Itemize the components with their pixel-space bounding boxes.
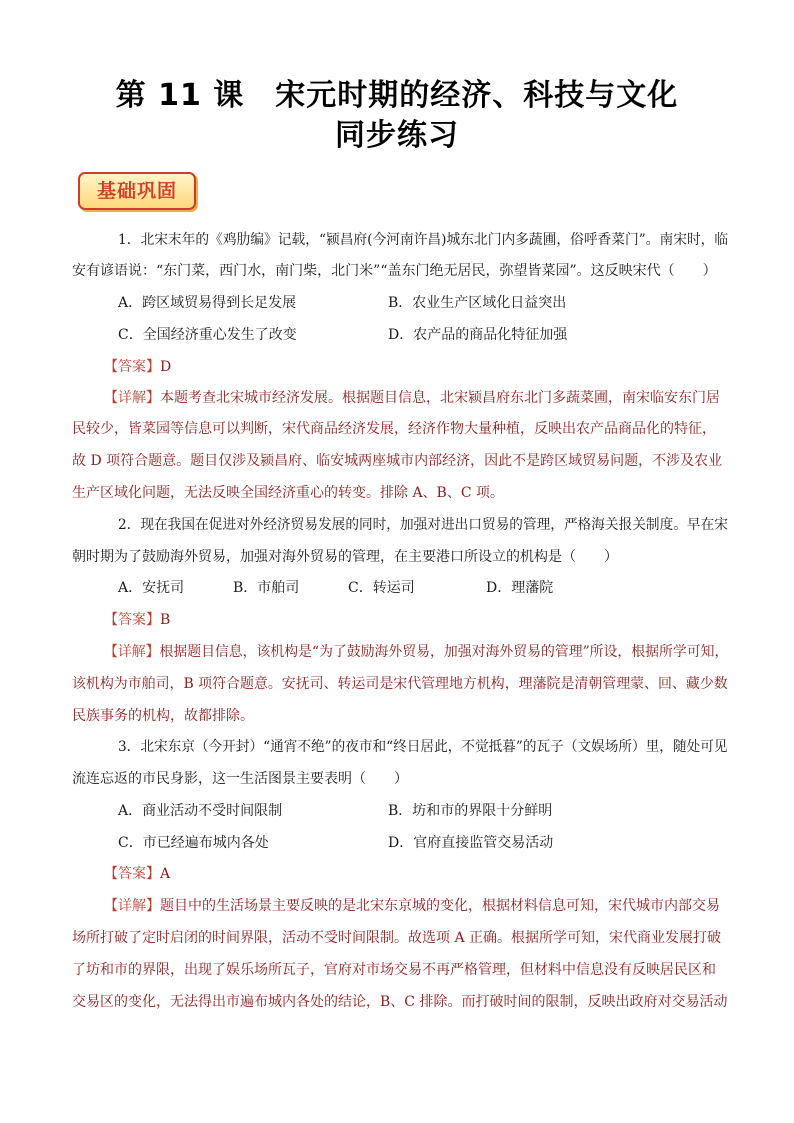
q2-answer-tag: 【答案】 [104, 612, 160, 628]
q3-detail-text-1: 题目中的生活场景主要反映的是北宋东京城的变化，根据材料信息可知，宋代城市内部交易 [160, 898, 720, 914]
q2-detail-line-2: 该机构为市舶司，B 项符合题意。安抚司、转运司是宋代管理地方机构，理藩院是清朝管理蒙、回、藏少数 [72, 676, 728, 692]
q1-detail-line-3: 故 D 项符合题意。题目仅涉及颍昌府、临安城两座城市内部经济，因此不是跨区域贸易问题，不涉及农业 [72, 453, 723, 469]
q1-answer [104, 357, 171, 377]
section-badge-label: 基础巩固 [96, 180, 177, 202]
q1-answer-value: D [160, 359, 172, 375]
q2-detail-line-3: 民族事务的机构，故都排除。 [72, 708, 254, 724]
q1-option-c: C．全国经济重心发生了改变 [118, 327, 297, 343]
q3-detail-line-1 [104, 896, 720, 916]
q3-option-c: C．市已经遍布城内各处 [118, 835, 269, 851]
q1-detail-line-4: 生产区域化问题，无法反映全国经济重心的转变。排除 A、B、C 项。 [72, 485, 505, 501]
q1-option-d: D．农产品的商品化特征加强 [388, 327, 568, 343]
q1-detail-text-1: 本题考查北宋城市经济发展。根据题目信息，北宋颍昌府东北门多蔬菜圃，南宋临安东门居 [160, 390, 720, 406]
q2-option-a: A．安抚司 [118, 580, 185, 596]
q1-stem-line-2: 安有谚语说：“东门菜，西门水，南门柴，北门米”“盖东门绝无居民，弥望皆菜园”。这反映宋代（ ） [72, 263, 717, 279]
q2-detail-tag: 【详解】 [104, 644, 160, 660]
lesson-title: 第 11 课 宋元时期的经济、科技与文化 [115, 78, 679, 113]
q3-option-d: D．官府直接监管交易活动 [388, 835, 554, 851]
q1-option-b: B．农业生产区域化日益突出 [388, 295, 567, 311]
q3-detail-line-3: 了坊和市的界限，出现了娱乐场所瓦子，官府对市场交易不再严格管理，但材料中信息没有反映居民区和 [72, 962, 716, 978]
q3-option-a: A．商业活动不受时间限制 [118, 803, 283, 819]
q2-detail-line-1 [104, 642, 728, 662]
q2-detail-text-1: 根据题目信息，该机构是“为了鼓励海外贸易，加强对海外贸易的管理”所设，根据所学可知， [159, 644, 729, 660]
lesson-subtitle: 同步练习 [335, 118, 459, 153]
q3-answer [104, 864, 170, 884]
q3-answer-value: A [160, 866, 171, 882]
q3-option-b: B．坊和市的界限十分鲜明 [388, 803, 553, 819]
q1-answer-tag: 【答案】 [104, 359, 160, 375]
q1-option-a: A．跨区域贸易得到长足发展 [118, 295, 297, 311]
q3-detail-line-2: 场所打破了定时启闭的时间界限，活动不受时间限制。故选项 A 正确。根据所学可知，宋代商业发展打破 [72, 930, 722, 946]
q3-answer-tag: 【答案】 [104, 866, 160, 882]
q2-stem-line-1: 2．现在我国在促进对外经济贸易发展的同时，加强对进出口贸易的管理，严格海关报关制度。早在宋 [118, 517, 728, 533]
q3-detail-tag: 【详解】 [104, 898, 160, 914]
q3-stem-line-2: 流连忘返的市民身影，这一生活图景主要表明（ ） [72, 771, 408, 787]
q2-option-c: C．转运司 [348, 580, 415, 596]
q2-answer [104, 610, 170, 630]
q2-option-d: D．理藩院 [486, 580, 554, 596]
q1-stem-line-1: 1．北宋末年的《鸡肋编》记载，“颍昌府(今河南许昌)城东北门内多蔬圃，俗呼香菜门”。南宋时，临 [118, 232, 729, 248]
q2-stem-line-2: 朝时期为了鼓励海外贸易，加强对海外贸易的管理，在主要港口所设立的机构是（ ） [72, 549, 618, 565]
q3-detail-line-4: 交易区的变化，无法得出市遍布城内各处的结论，B、C 排除。而打破时间的限制，反映出政府对交易活动 [72, 994, 728, 1010]
section-badge [78, 172, 196, 210]
q2-option-b: B．市舶司 [233, 580, 300, 596]
q3-stem-line-1: 3．北宋东京（今开封）“通宵不绝”的夜市和“终日居此，不觉抵暮”的瓦子（文娱场所）里，随处可见 [118, 739, 728, 755]
q2-answer-value: B [160, 612, 171, 628]
q1-detail-line-1 [104, 388, 720, 408]
q1-detail-line-2: 民较少，皆菜园等信息可以判断，宋代商品经济发展，经济作物大量种植，反映出农产品商品化的特征， [72, 421, 716, 437]
q1-detail-tag: 【详解】 [104, 390, 160, 406]
